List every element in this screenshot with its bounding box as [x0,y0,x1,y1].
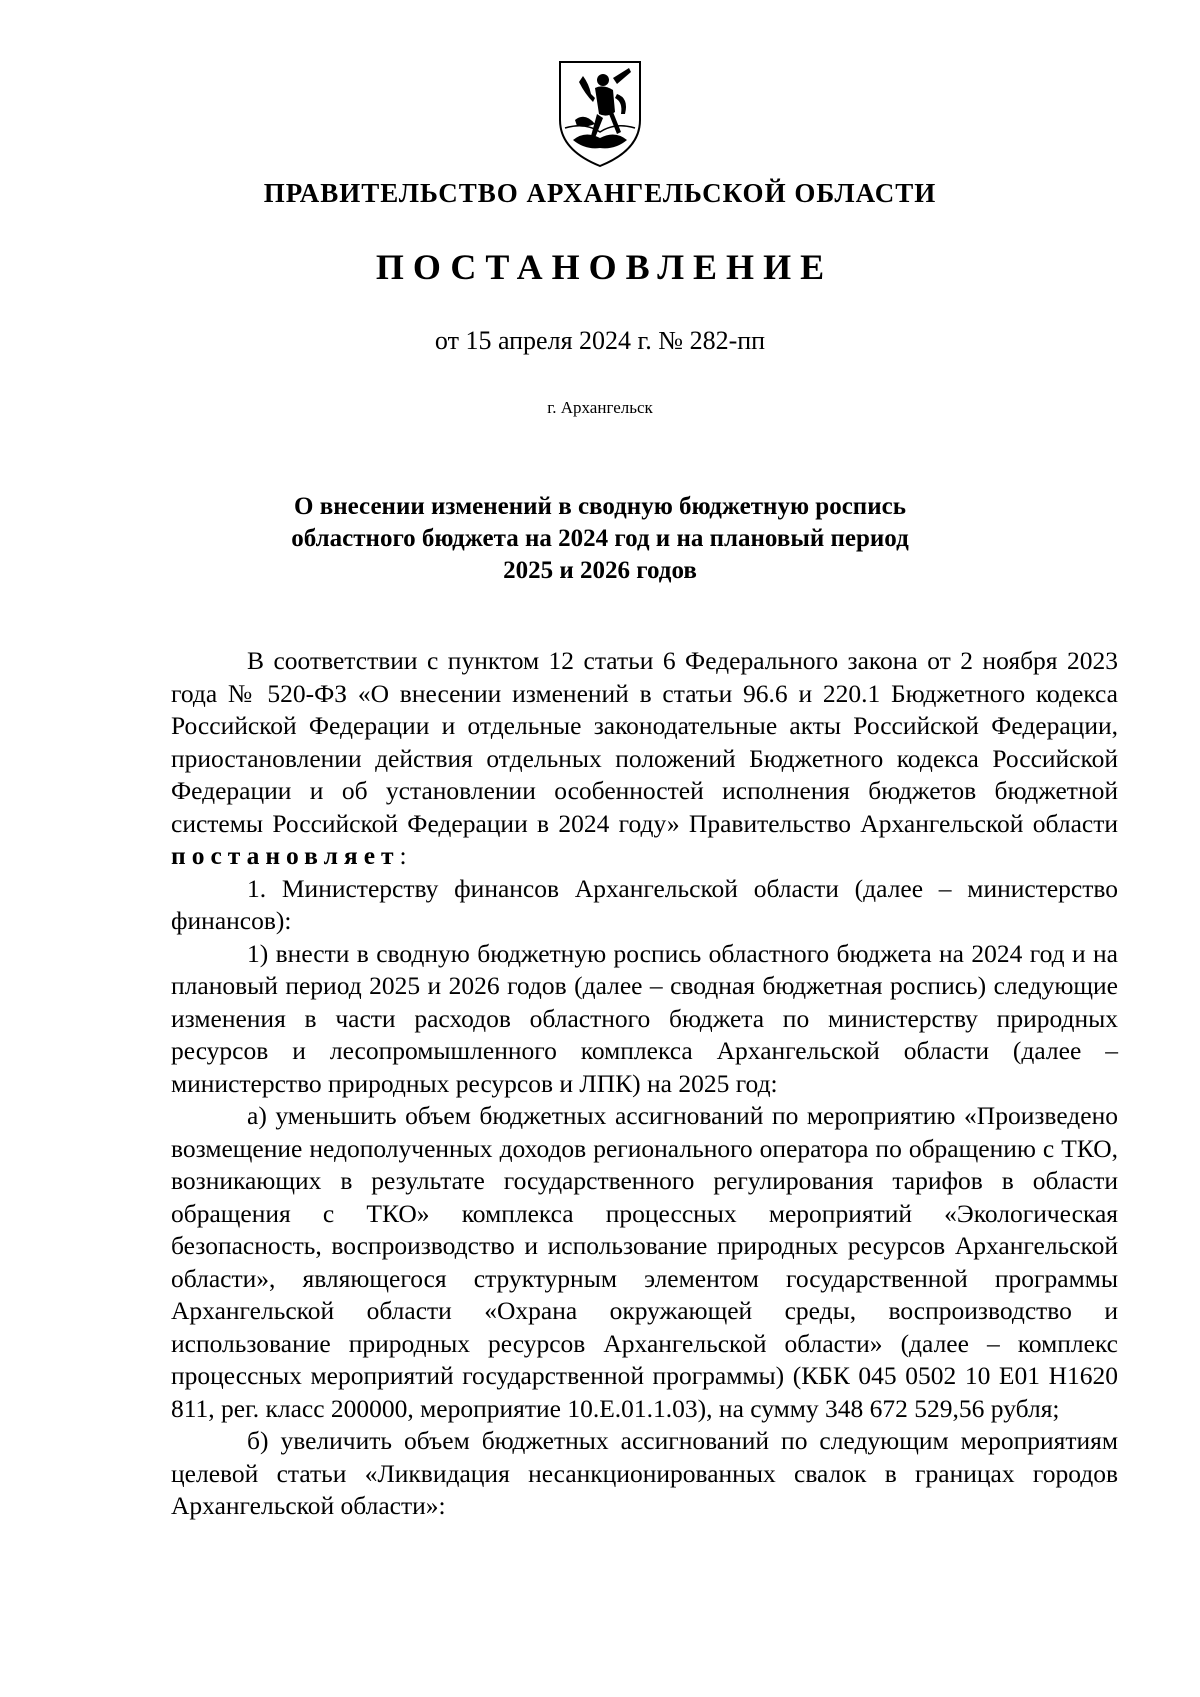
resolves-colon: : [399,841,407,870]
document-type-title: ПОСТАНОВЛЕНИЕ [375,247,834,287]
subject-line-1: О внесении изменений в сводную бюджетную роспись [294,493,906,520]
subject-line-3: 2025 и 2026 годов [503,557,697,584]
subject-line-2: областного бюджета на 2024 год и на плановый период [291,525,909,552]
item-1-1-paragraph: 1) внести в сводную бюджетную роспись областного бюджета на 2024 год и на плановый период 2025 и 2026 годов (далее – сводная бюджетная роспись) следующие изменения в части расходов областного бюджета по министерству природных ресурсов и лесопромышленного комплекса Архангельской области (далее – министерство природных ресурсов и ЛПК) на 2025 год: [171,938,1118,1098]
city-name: г. Архангельск [547,398,653,417]
item-a-paragraph: а) уменьшить объем бюджетных ассигнований по мероприятию «Произведено возмещение недополученных доходов регионального оператора по обращению с ТКО, возникающих в результате государственного регулирования тарифов в области обращения с ТКО» комплекса процессных мероприятий «Экологическая безопасность, воспроизводство и использование природных ресурсов Архангельской области», являющегося структурным элементом государственной программы Архангельской области «Охрана окружающей среды, воспроизводство и использование природных ресурсов Архангельской области» (далее – комплекс процессных мероприятий государственной программы) (КБК 045 0502 10 Е01 Н1620 811, рег. класс 200000, мероприятие 10.Е.01.1.03), на сумму 348 672 529,56 рубля; [171,1101,1118,1423]
item-b-paragraph: б) увеличить объем бюджетных ассигнований по следующим мероприятиям целевой статьи «Ликвидация несанкционированных свалок в границах городов Архангельской области»: [171,1426,1118,1520]
document-subject [0,491,1200,587]
date-and-number: от 15 апреля 2024 г. № 282-пп [434,326,766,355]
preamble-paragraph [171,645,1118,873]
coat-of-arms-icon [555,58,645,170]
item-1-paragraph: 1. Министерству финансов Архангельской области (далее – министерство финансов): [171,873,1118,935]
government-name: ПРАВИТЕЛЬСТВО АРХАНГЕЛЬСКОЙ ОБЛАСТИ [263,178,937,208]
document-body [171,645,1118,1523]
resolves-word: постановляет [171,841,400,870]
preamble-text: В соответствии с пунктом 12 статьи 6 Федерального закона от 2 ноября 2023 года № 520-ФЗ «О внесении изменений в статьи 96.6 и 220.1 Бюджетного кодекса Российской Федерации и отдельные законодательные акты Российской Федерации, приостановлении действия отдельных положений Бюджетного кодекса Российской Федерации и об установлении особенностей исполнения бюджетов бюджетной системы Российской Федерации в 2024 году» Правительство Архангельской области [171,646,1118,838]
